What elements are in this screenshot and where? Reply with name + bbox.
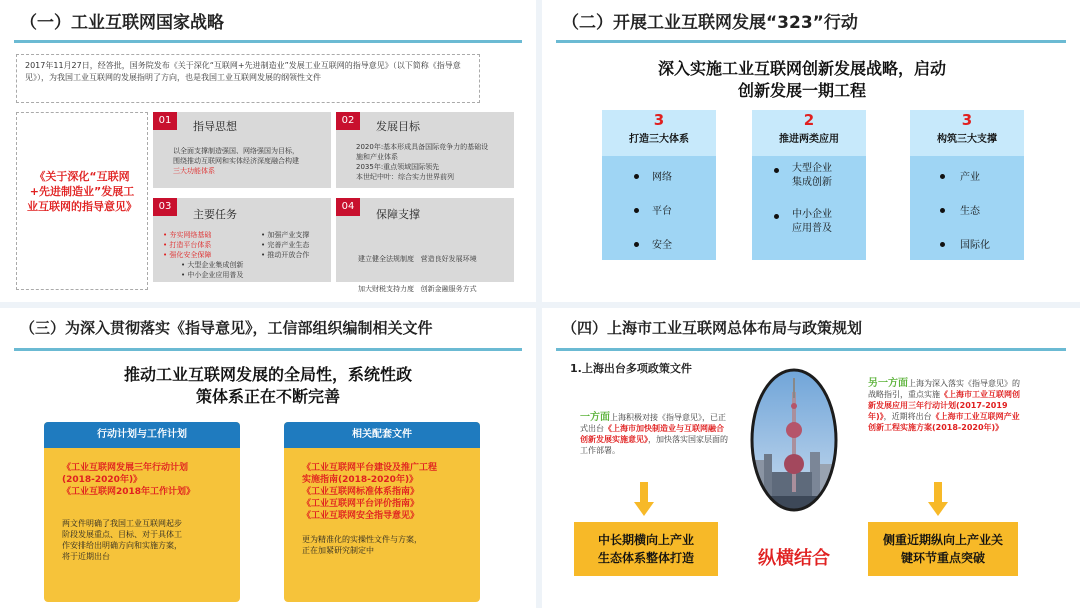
body-line: 将于近期出台 xyxy=(62,552,110,561)
quadrant-guiding-thought xyxy=(153,112,331,188)
list-item: • 推动开放合作 xyxy=(261,251,310,259)
down-arrow-icon xyxy=(634,482,654,518)
bullet xyxy=(774,168,779,173)
text-run-red: 《上海市工业互联网创新发展应 xyxy=(868,390,1020,410)
body-line: 加大财税支持力度 创新金融服务方式 xyxy=(358,285,477,293)
panel-323-action xyxy=(542,0,1080,302)
list-item: • 夯实网络基础 xyxy=(163,231,212,239)
doc-line: 实施指南(2018-2020年)》 xyxy=(302,475,419,485)
policy-document-title: 《关于深化“互联网+先进制造业”发展工业互联网的指导意见》 xyxy=(27,170,137,213)
panel-title: （一）工业互联网国家战略 xyxy=(20,13,224,33)
doc-line: 《工业互联网2018年工作计划》 xyxy=(62,487,196,497)
column-item: 中小企业 应用普及 xyxy=(792,209,832,234)
column-number: 3 xyxy=(653,111,665,129)
body-line: 建立健全法规制度 营造良好发展环境 xyxy=(358,255,477,263)
list-item: • 中小企业应用普及 xyxy=(181,271,244,279)
body-line: 本世纪中叶：综合实力世界前列 xyxy=(356,173,454,181)
column-number: 2 xyxy=(803,111,815,129)
center-slogan: 纵横结合 xyxy=(758,548,830,569)
card-header-label: 行动计划与工作计划 xyxy=(97,429,187,440)
text-run-red: 2020年)》 xyxy=(961,423,1004,432)
panel-header xyxy=(0,308,536,350)
text-run-red: 施意见》 xyxy=(620,435,648,444)
quadrant-title: 主要任务 xyxy=(193,208,237,221)
section-subtitle: 1.上海出台多项政策文件 xyxy=(570,362,692,375)
doc-line: 《工业互联网安全指导意见》 xyxy=(302,511,420,521)
text-run: ，加快落实国家层面的 xyxy=(648,435,728,444)
headline-line: 策体系正在不断完善 xyxy=(195,387,340,406)
title-underline xyxy=(556,40,1066,43)
bullet xyxy=(940,174,945,179)
left-policy-text xyxy=(580,412,730,456)
bullet xyxy=(940,208,945,213)
headline xyxy=(0,364,536,408)
tasks-right-list xyxy=(261,230,309,260)
text-run: 工作部署。 xyxy=(580,446,620,455)
body-line: 围绕推动互联网和实体经济深度融合构建 xyxy=(173,157,299,165)
quadrant-number: 03 xyxy=(153,198,177,216)
column-item: 网络 xyxy=(652,172,672,183)
quadrant-safeguards xyxy=(336,198,514,293)
column-item: 大型企业 集成创新 xyxy=(792,163,832,188)
quadrant-title: 保障支撑 xyxy=(376,208,420,221)
bullet xyxy=(634,174,639,179)
down-arrow-icon xyxy=(928,482,948,518)
headline-line: 深入实施工业互联网创新发展战略，启动 xyxy=(657,59,946,78)
body-line-highlight: 三大功能体系 xyxy=(173,167,215,175)
body-line: 阶段发展重点、目标、对于具体工 xyxy=(62,530,182,539)
quadrant-title: 发展目标 xyxy=(376,120,420,133)
intro-text: 2017年11月27日，经答批，国务院发布《关于深化“互联网+先进制造业”发展工业互联网的指导意见》（以下简称《指导意见》），为我国工业互联网的发展指明了方向，也是我国工业互联网发展的纲领性文件 xyxy=(25,61,461,82)
column-title: 构筑三大支撑 xyxy=(937,134,997,145)
panel-miit-documents xyxy=(0,308,536,608)
quadrant-number: 02 xyxy=(336,112,360,130)
body-line: 两文件明确了我国工业互联网起步 xyxy=(62,519,182,528)
title-underline xyxy=(14,348,522,351)
panel-strategy xyxy=(0,0,536,302)
box-vertical-breakthrough xyxy=(868,522,1018,576)
headline-line: 创新发展一期工程 xyxy=(737,81,866,100)
column-item: 安全 xyxy=(652,240,672,251)
card-header xyxy=(44,422,240,448)
panel-shanghai-layout xyxy=(542,308,1080,608)
lead-label: 另一方面 xyxy=(868,378,908,389)
text-run: 上海积极对接《指导意 xyxy=(610,413,690,422)
list-item: • 加强产业支撑 xyxy=(261,231,310,239)
card-red-list xyxy=(302,462,437,522)
lead-label: 一方面 xyxy=(580,412,610,423)
list-item: • 完善产业生态 xyxy=(261,241,310,249)
text-run: 上海为深入落实《指 xyxy=(908,379,980,388)
column-three-systems xyxy=(602,110,716,260)
bullet xyxy=(774,214,779,219)
list-item: • 打造平台体系 xyxy=(163,241,212,249)
tasks-sub-list xyxy=(181,260,243,280)
body-line: 作安排给出明确方向和实施方案， xyxy=(62,541,182,550)
column-title: 推进两类应用 xyxy=(779,134,839,145)
intro-box xyxy=(16,54,480,103)
body-line: 正在加紧研究制定中 xyxy=(302,546,374,555)
card-action-plans xyxy=(44,422,240,602)
box-line: 中长期横向上产业 xyxy=(597,533,694,547)
panel-title: （二）开展工业互联网发展“323”行动 xyxy=(562,13,858,33)
panel-title: （四）上海市工业互联网总体布局与政策规划 xyxy=(562,319,863,337)
quadrant-main-tasks xyxy=(153,198,331,282)
box-horizontal-ecosystem xyxy=(574,522,718,576)
text-run-red: 用三年行动计划(2017-2019年)》 xyxy=(868,401,1008,421)
box-line: 键环节重点突破 xyxy=(900,551,985,565)
card-body xyxy=(302,534,422,556)
text-run-red: 《上海市加快 xyxy=(604,424,652,433)
skyline-illustration xyxy=(750,368,838,512)
card-body xyxy=(62,518,182,562)
card-supporting-documents xyxy=(284,422,480,602)
quadrant-body xyxy=(173,146,299,176)
body-line: 更为精准化的实操性文件与方案， xyxy=(302,535,422,544)
quadrant-title: 指导思想 xyxy=(193,120,237,133)
title-underline xyxy=(556,348,1066,351)
quadrant-development-goals xyxy=(336,112,514,188)
doc-line: 《工业互联网发展三年行动计划 xyxy=(62,463,189,473)
column-item: 国际化 xyxy=(960,240,990,251)
doc-line: (2018-2020年)》 xyxy=(62,475,143,485)
panel-title: （三）为深入贯彻落实《指导意见》，工信部组织编制相关文件 xyxy=(20,319,433,337)
card-header-label: 相关配套文件 xyxy=(352,429,412,440)
tasks-left-list xyxy=(163,230,211,260)
bullet xyxy=(634,242,639,247)
box-line: 侧重近期纵向上产业关 xyxy=(882,533,1003,547)
doc-line: 《工业互联网标准体系指南》 xyxy=(302,487,420,497)
doc-line: 《工业互联网平台建设及推广工程 xyxy=(302,463,438,473)
right-policy-text xyxy=(868,378,1020,433)
text-run: 导意见》的战略指引，重点实施 xyxy=(868,379,1020,399)
panel-header xyxy=(0,0,536,42)
quadrant-body xyxy=(358,234,477,302)
panel-header xyxy=(542,0,1080,42)
column-title: 打造三大体系 xyxy=(629,134,689,145)
body-line: 施和产业体系 xyxy=(356,153,398,161)
headline-line: 推动工业互联网发展的全局性，系统性政 xyxy=(123,365,412,384)
headline xyxy=(542,58,1062,102)
text-run: 见》，已正式出台 xyxy=(580,413,726,433)
policy-document-box xyxy=(16,112,148,290)
box-line: 生态体系整体打造 xyxy=(597,551,694,565)
body-line: 以全面支撑制造强国、网络强国为目标， xyxy=(173,147,299,155)
body-line: 2020年:基本形成具备国际竞争力的基础设 xyxy=(356,143,489,151)
text-run: ，近期将出台 xyxy=(883,412,932,421)
column-number: 3 xyxy=(961,111,973,129)
column-two-applications xyxy=(752,110,866,260)
text-run-red: 《上海市工业互联网 xyxy=(931,412,1004,421)
column-three-supports xyxy=(910,110,1024,260)
card-header xyxy=(284,422,480,448)
shanghai-skyline-photo xyxy=(750,368,838,512)
text-run-red: 制造业与互联网融合创新发展实 xyxy=(580,424,724,444)
quadrant-body xyxy=(356,142,488,182)
body-line: 2035年:重点领域国际领先 xyxy=(356,163,440,171)
column-item: 生态 xyxy=(960,206,980,217)
column-item: 产业 xyxy=(960,172,980,183)
quadrant-number: 01 xyxy=(153,112,177,130)
bullet xyxy=(940,242,945,247)
list-item: • 强化安全保障 xyxy=(163,251,212,259)
list-item: • 大型企业集成创新 xyxy=(181,261,244,269)
title-underline xyxy=(14,40,522,43)
card-red-list xyxy=(62,462,195,498)
panel-header xyxy=(542,308,1080,350)
doc-line: 《工业互联网平台评价指南》 xyxy=(302,499,420,509)
text-run-red: 产业创新工程实施方案(2018- xyxy=(868,412,1020,432)
bullet xyxy=(634,208,639,213)
quadrant-number: 04 xyxy=(336,198,360,216)
column-item: 平台 xyxy=(652,206,672,217)
